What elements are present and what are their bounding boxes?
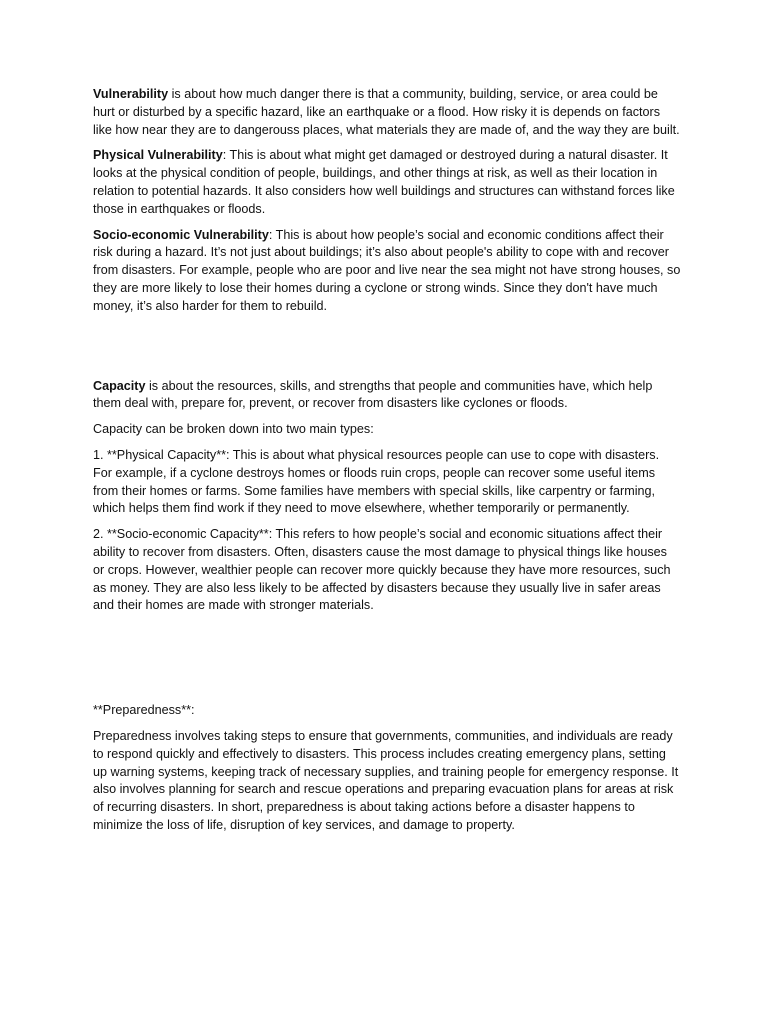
vulnerability-text: is about how much danger there is that a community, building, service, or area could be hurt or disturbed by a specific hazard, like an earthquake or a flood. How risky it is depends on factors like how near they are to dangerouss places, what materials they are made of, and the way they are built.: [93, 87, 680, 137]
socio-economic-vulnerability-term: Socio-economic Vulnerability: [93, 227, 269, 242]
capacity-paragraph: [93, 378, 681, 414]
physical-vulnerability-paragraph: [93, 147, 681, 218]
preparedness-paragraph: Preparedness involves taking steps to ensure that governments, communities, and individuals are ready to respond quickly and effectively to disasters. This process includes creating emergency plans, setting up warning systems, keeping track of necessary supplies, and training people for emergency response. It also involves planning for search and rescue operations and preparing evacuation plans for areas at risk of recurring disasters. In short, preparedness is about taking actions before a disaster happens to minimize the loss of life, disruption of key services, and damage to property.: [93, 728, 679, 832]
capacity-types-intro: Capacity can be broken down into two main types:: [93, 422, 374, 437]
vulnerability-term: Vulnerability: [93, 87, 169, 101]
section-spacer: [93, 324, 681, 378]
socio-economic-vulnerability-text: : This is about how people’s social and economic conditions affect their risk during a hazard. It’s not just about buildings; it’s also about people's ability to cope with and recover from disasters. For example, people who are poor and live near the sea might not have strong houses, so they are more likely to lose their homes during a cyclone or strong winds. Since they don't have much money, it’s also harder for them to rebuild.: [93, 227, 681, 313]
physical-capacity-paragraph: 1. **Physical Capacity**: This is about what physical resources people can use to cope with disasters. For example, if a cyclone destroys homes or floods ruin crops, people can recover some useful items from their homes or farms. Some families have members with special skills, like carpentry or farming, which helps them find work if they need to move elsewhere, whether temporarily or permanently.: [93, 447, 660, 516]
vulnerability-paragraph: [93, 86, 681, 139]
preparedness-heading: **Preparedness**:: [93, 703, 195, 718]
socio-economic-capacity-paragraph: 2. **Socio-economic Capacity**: This refers to how people’s social and economic situations affect their ability to recover from disasters. Often, disasters cause the most damage to physical things like houses or crops. However, wealthier people can recover more quickly because they have more resources, such as money. They are also less likely to be affected by disasters because they usually live in safer areas and their homes are made with stronger materials.: [93, 527, 671, 613]
section-spacer: [93, 623, 681, 702]
capacity-text: is about the resources, skills, and strengths that people and communities have, which help them deal with, prepare for, prevent, or recover from disasters like cyclones or floods.: [93, 378, 653, 411]
capacity-term: Capacity: [93, 378, 146, 393]
socio-economic-vulnerability-paragraph: [93, 227, 681, 316]
physical-vulnerability-term: Physical Vulnerability: [93, 148, 223, 163]
document-body: [93, 86, 681, 843]
physical-vulnerability-text: : This is about what might get damaged or destroyed during a natural disaster. It looks at the physical condition of people, buildings, and other things at risk, as well as their location in relation to potential hazards. It also considers how well buildings and structures can withstand forces like those in earthquakes or floods.: [93, 148, 675, 216]
